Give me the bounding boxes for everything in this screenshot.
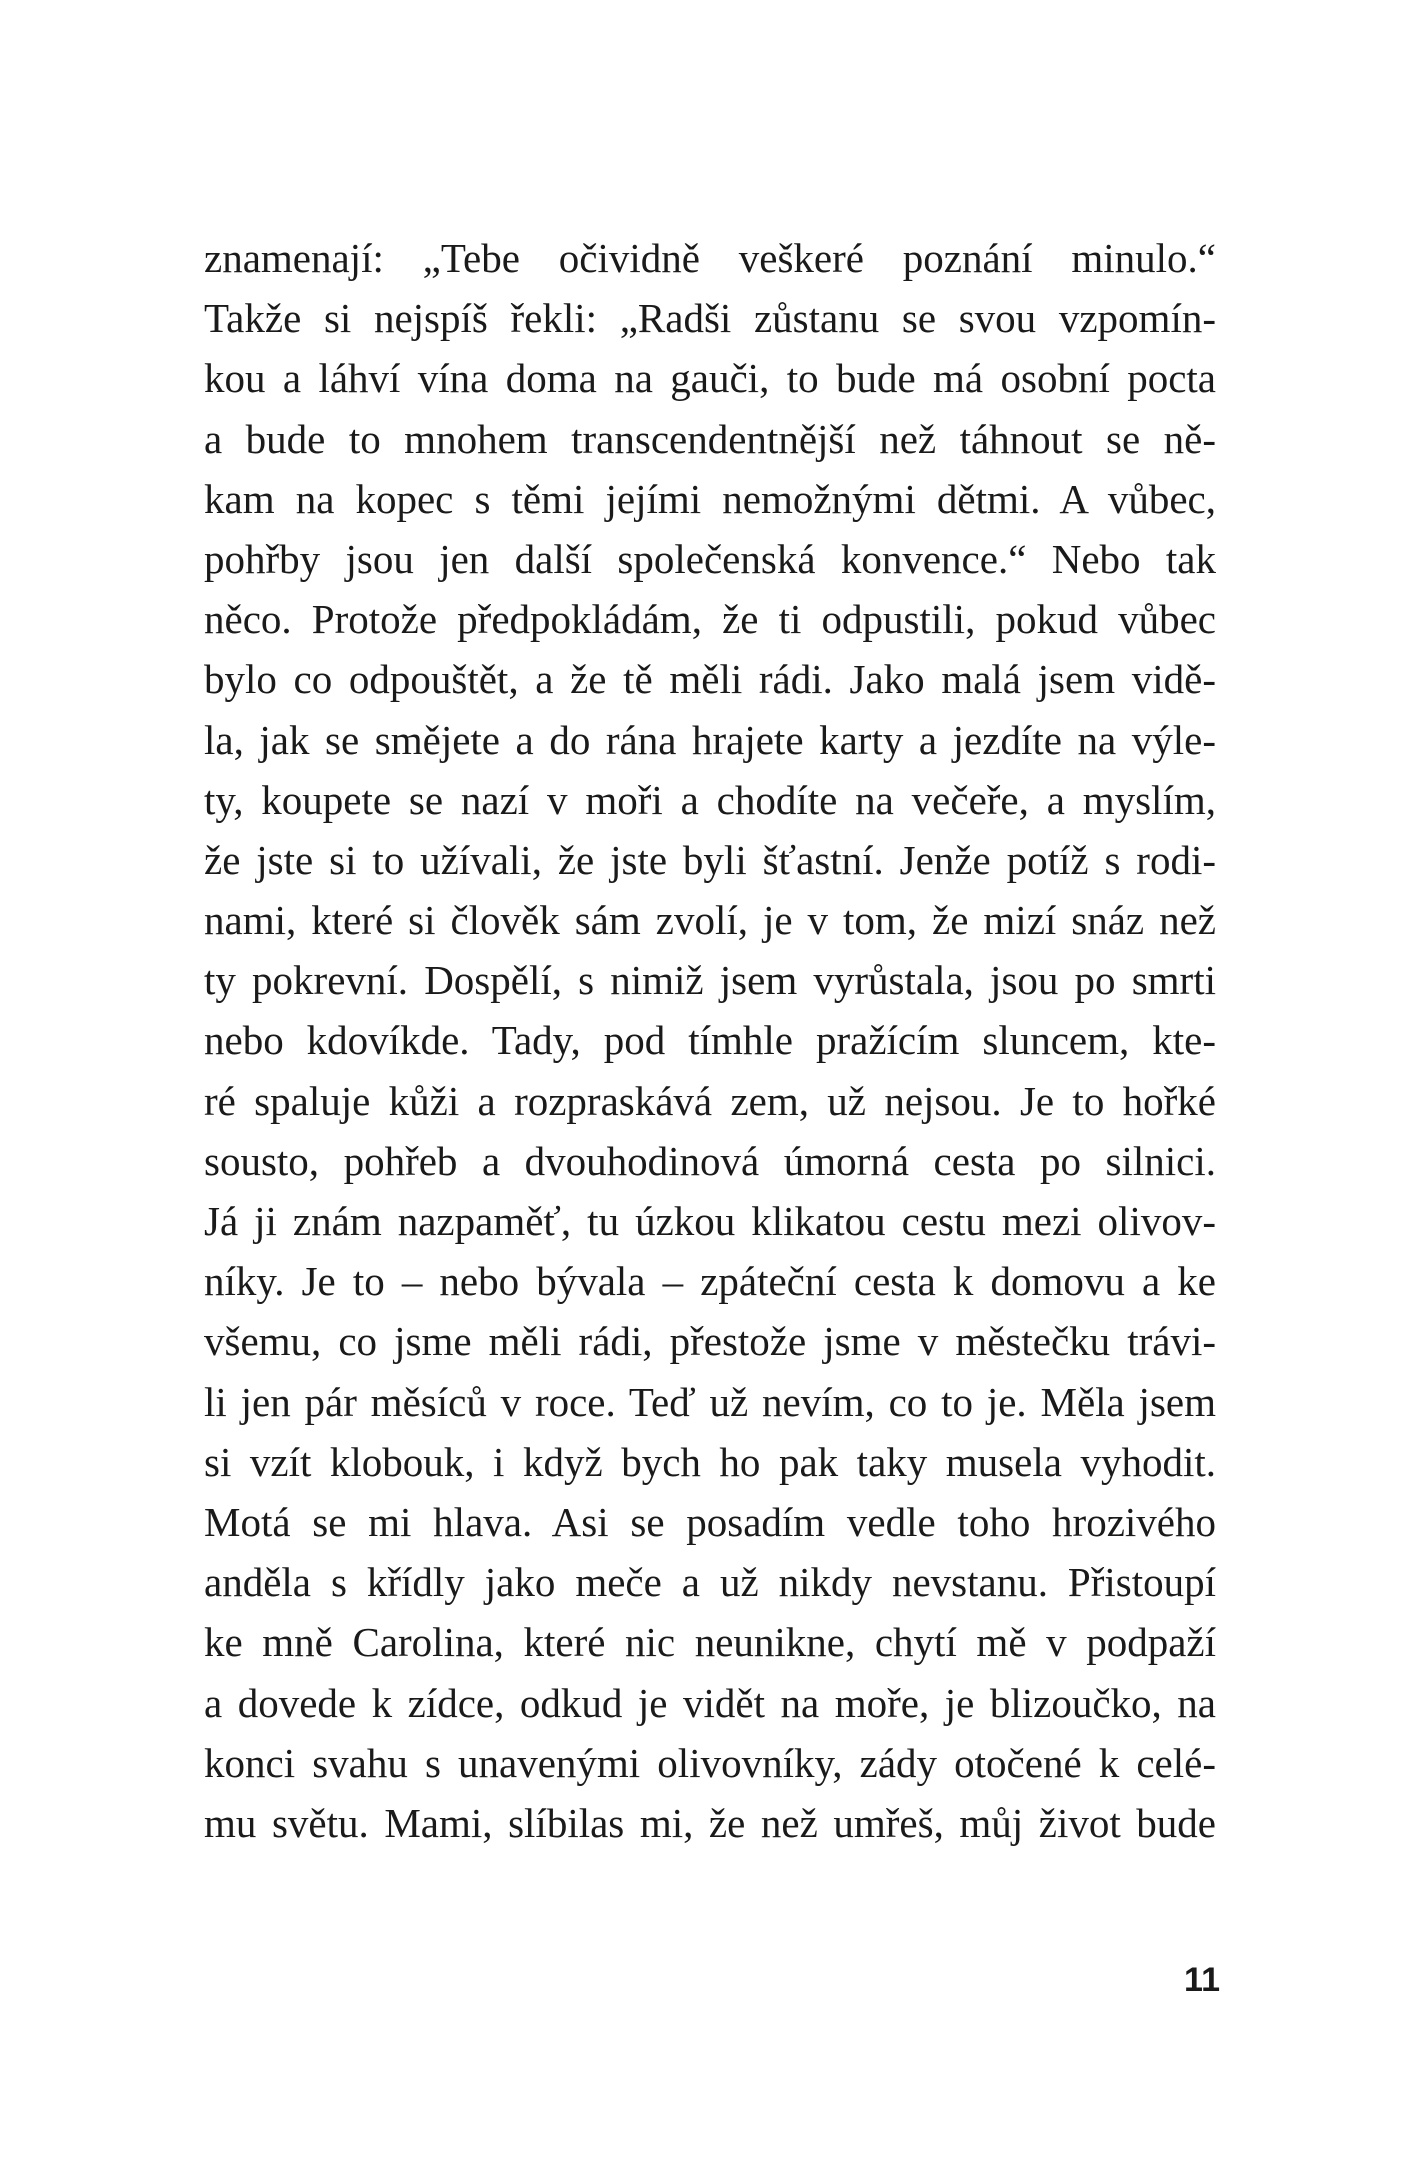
text-line: li jen pár měsíců v roce. Teď už nevím, co to je. Měla jsem: [204, 1378, 1216, 1425]
text-line: sousto, pohřeb a dvouhodinová úmorná cesta po silnici.: [204, 1137, 1216, 1184]
text-line: anděla s křídly jako meče a už nikdy nevstanu. Přistoupí: [204, 1559, 1216, 1606]
text-line: Já ji znám nazpaměť, tu úzkou klikatou cestu mezi olivov-: [204, 1198, 1216, 1244]
text-line: ty pokrevní. Dospělí, s nimiž jsem vyrůstala, jsou po smrti: [204, 957, 1216, 1004]
text-line: něco. Protože předpokládám, že ti odpustili, pokud vůbec: [204, 596, 1216, 643]
text-line: mu světu. Mami, slíbilas mi, že než umřeš, můj život bude: [204, 1799, 1216, 1846]
text-line: pohřby jsou jen další společenská konvence.“ Nebo tak: [204, 535, 1216, 582]
text-line: si vzít klobouk, i když bych ho pak taky musela vyhodit.: [204, 1438, 1216, 1485]
text-line: Takže si nejspíš řekli: „Radši zůstanu se svou vzpomín-: [204, 295, 1216, 342]
page-number: 11: [1184, 1961, 1220, 1999]
text-line: ré spaluje kůži a rozpraskává zem, už nejsou. Je to hořké: [204, 1077, 1216, 1124]
text-line: konci svahu s unavenými olivovníky, zády otočené k celé-: [204, 1739, 1216, 1786]
text-line: a bude to mnohem transcendentnější než táhnout se ně-: [204, 415, 1216, 462]
text-line: všemu, co jsme měli rádi, přestože jsme v městečku trávi-: [204, 1318, 1216, 1365]
text-line: bylo co odpouštět, a že tě měli rádi. Jako malá jsem vidě-: [204, 656, 1216, 703]
body-text: [204, 228, 1216, 1853]
text-line: la, jak se smějete a do rána hrajete karty a jezdíte na výle-: [204, 716, 1216, 763]
text-line: ty, koupete se nazí v moři a chodíte na večeře, a myslím,: [204, 776, 1216, 823]
text-line: Motá se mi hlava. Asi se posadím vedle toho hrozivého: [204, 1498, 1216, 1545]
text-line: níky. Je to – nebo bývala – zpáteční cesta k domovu a ke: [204, 1258, 1216, 1305]
text-line: nami, které si člověk sám zvolí, je v tom, že mizí snáz než: [204, 897, 1216, 944]
text-line: kam na kopec s těmi jejími nemožnými dětmi. A vůbec,: [204, 475, 1216, 522]
text-line: a dovede k zídce, odkud je vidět na moře, je blizoučko, na: [204, 1679, 1216, 1726]
text-line: ke mně Carolina, které nic neunikne, chytí mě v podpaží: [204, 1619, 1216, 1666]
text-line: kou a láhví vína doma na gauči, to bude má osobní pocta: [204, 355, 1216, 402]
text-line: že jste si to užívali, že jste byli šťastní. Jenže potíž s rodi-: [204, 836, 1216, 883]
text-line: nebo kdovíkde. Tady, pod tímhle pražícím sluncem, kte-: [204, 1017, 1216, 1064]
text-line: znamenají: „Tebe očividně veškeré poznání minulo.“: [204, 235, 1216, 281]
